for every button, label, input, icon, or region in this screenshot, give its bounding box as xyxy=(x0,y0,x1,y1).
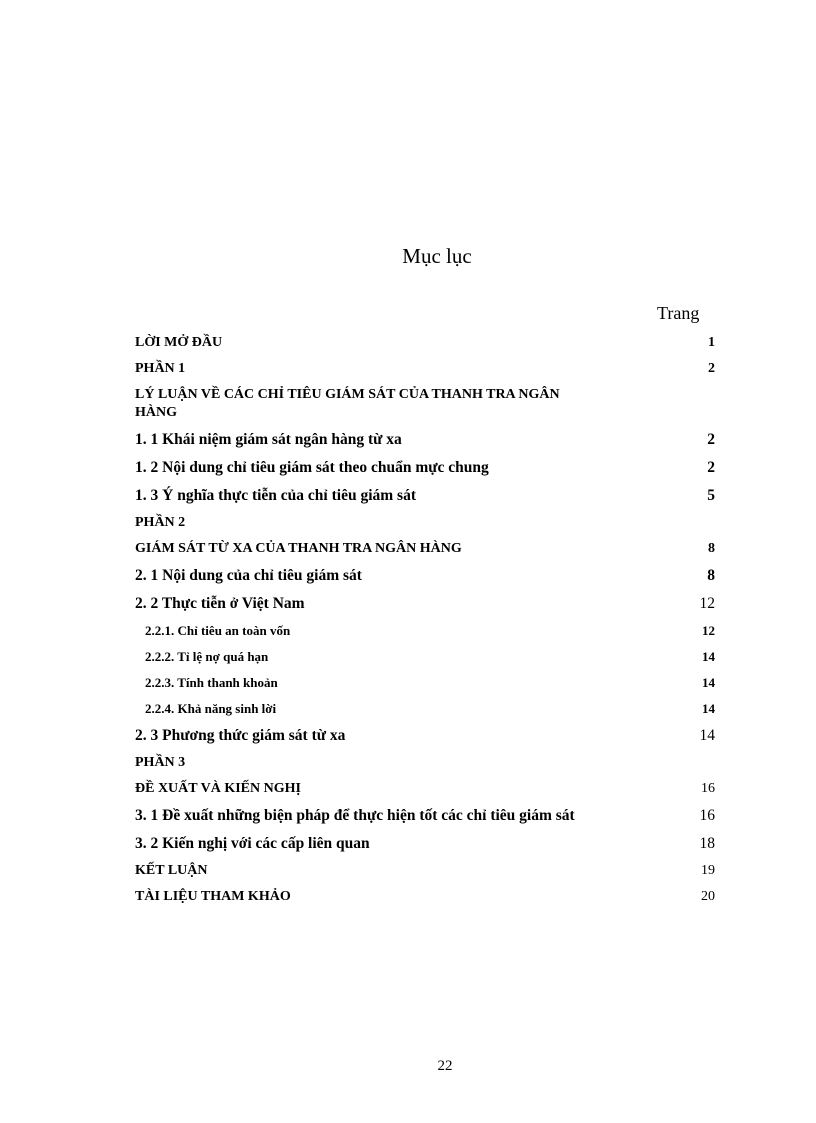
page-column-label: Trang xyxy=(657,303,700,323)
toc-entry-page: 12 xyxy=(699,595,715,612)
toc-entry-label: 2.2.1. Chỉ tiêu an toàn vốn xyxy=(145,623,291,638)
toc-entry-page: 2 xyxy=(707,459,715,476)
toc-entry[interactable] xyxy=(135,510,715,536)
toc-entry-label: 2.2.2. Tỉ lệ nợ quá hạn xyxy=(145,649,269,664)
toc-entry-page: 8 xyxy=(707,567,715,584)
toc-entry[interactable] xyxy=(135,802,715,830)
toc-entry[interactable] xyxy=(135,382,715,426)
toc-entry-label: 1. 2 Nội dung chỉ tiêu giám sát theo chuẩn mực chung xyxy=(135,459,489,476)
toc-entry-page: 1 xyxy=(708,335,715,350)
page-number: 22 xyxy=(437,1058,453,1074)
toc-entry[interactable] xyxy=(135,482,715,510)
toc-entry-label: 2.2.3. Tính thanh khoản xyxy=(145,675,278,690)
toc-entry[interactable] xyxy=(135,670,715,696)
toc-entry-label: TÀI LIỆU THAM KHẢO xyxy=(135,889,291,904)
toc-entry-label: PHẦN 1 xyxy=(135,361,186,376)
toc-entry[interactable] xyxy=(135,618,715,644)
toc-entry-page: 14 xyxy=(702,701,715,716)
toc-entry-label: LỜI MỞ ĐẦU xyxy=(135,335,223,350)
toc-entry-page: 8 xyxy=(708,541,715,556)
toc-entry-label: 2. 2 Thực tiễn ở Việt Nam xyxy=(135,595,305,612)
toc-entry[interactable] xyxy=(135,884,715,910)
toc-entry-page: 2 xyxy=(707,431,715,448)
toc-entry-page: 12 xyxy=(702,623,715,638)
toc-entry-page: 19 xyxy=(701,863,715,878)
toc-entry-page: 14 xyxy=(702,649,715,664)
toc-entry-label: KẾT LUẬN xyxy=(135,863,208,878)
toc-entry[interactable] xyxy=(135,330,715,356)
toc-entry-label: 3. 2 Kiến nghị với các cấp liên quan xyxy=(135,835,370,852)
toc-entry-page: 18 xyxy=(699,835,715,852)
toc-entry-page: 16 xyxy=(701,781,715,796)
toc-entry-label: 3. 1 Đề xuất những biện pháp để thực hiện tốt các chỉ tiêu giám sát xyxy=(135,807,575,824)
toc-entry-page: 14 xyxy=(702,675,715,690)
toc-entry[interactable] xyxy=(135,858,715,884)
toc-entry[interactable] xyxy=(135,356,715,382)
toc-entry-page: 5 xyxy=(707,487,715,504)
toc-entry-label: GIÁM SÁT TỪ XA CỦA THANH TRA NGÂN HÀNG xyxy=(135,541,462,556)
toc-entry[interactable] xyxy=(135,830,715,858)
table-of-contents xyxy=(135,330,715,910)
toc-entry-page: 14 xyxy=(699,727,715,744)
toc-entry-label: 2. 3 Phương thức giám sát từ xa xyxy=(135,727,346,744)
toc-entry[interactable] xyxy=(135,722,715,750)
toc-entry[interactable] xyxy=(135,776,715,802)
toc-entry[interactable] xyxy=(135,454,715,482)
toc-entry-page: 20 xyxy=(701,889,715,904)
toc-entry-label: ĐỀ XUẤT VÀ KIẾN NGHỊ xyxy=(135,781,301,796)
toc-entry-label: 1. 1 Khái niệm giám sát ngân hàng từ xa xyxy=(135,431,402,448)
toc-title: Mục lục xyxy=(402,244,472,268)
toc-entry-label: PHẦN 2 xyxy=(135,515,186,530)
toc-entry-label: PHẦN 3 xyxy=(135,755,186,770)
toc-entry-page: 16 xyxy=(699,807,715,824)
toc-entry-page: 2 xyxy=(708,361,715,376)
toc-entry[interactable] xyxy=(135,750,715,776)
toc-entry-label: 1. 3 Ý nghĩa thực tiễn của chỉ tiêu giám sát xyxy=(135,487,416,504)
toc-entry-label: 2. 1 Nội dung của chỉ tiêu giám sát xyxy=(135,567,362,584)
toc-entry[interactable] xyxy=(135,536,715,562)
toc-entry[interactable] xyxy=(135,562,715,590)
toc-entry[interactable] xyxy=(135,426,715,454)
toc-entry[interactable] xyxy=(135,590,715,618)
toc-entry[interactable] xyxy=(135,696,715,722)
toc-entry-label: LÝ LUẬN VỀ CÁC CHỈ TIÊU GIÁM SÁT CỦA THANH TRA NGÂN HÀNG xyxy=(135,387,560,420)
toc-entry-label: 2.2.4. Khả năng sinh lời xyxy=(145,701,277,716)
toc-entry[interactable] xyxy=(135,644,715,670)
